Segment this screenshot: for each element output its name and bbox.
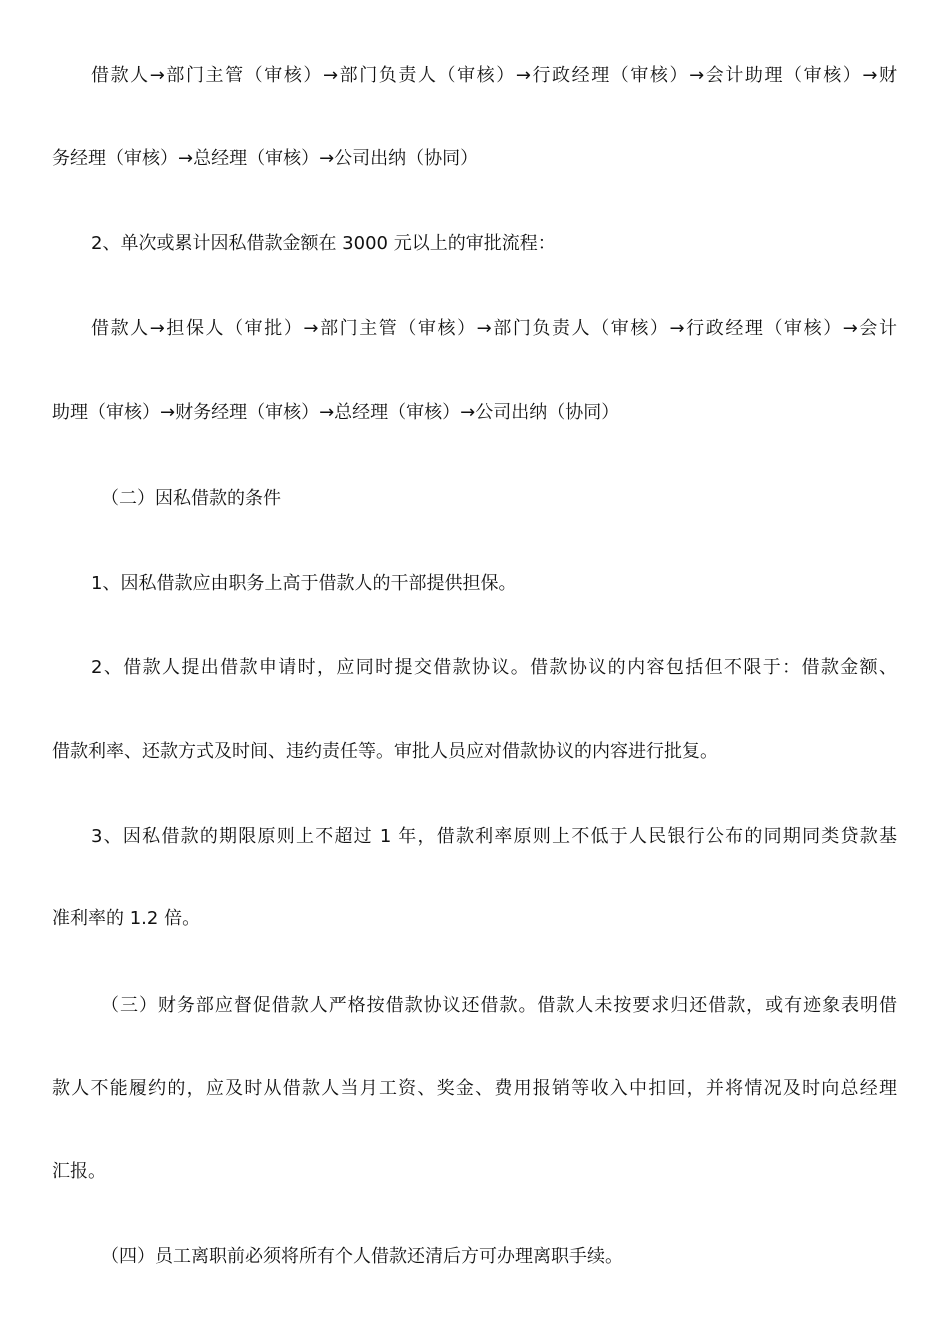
condition-2-line-1: 2、借款人提出借款申请时，应同时提交借款协议。借款协议的内容包括但不限于：借款金额、 <box>91 657 897 678</box>
approval-flow-line-2: 务经理（审核）→总经理（审核）→公司出纳（协同） <box>52 148 479 169</box>
condition-3-line-1: 3、因私借款的期限原则上不超过 1 年，借款利率原则上不低于人民银行公布的同期同类贷款基 <box>91 826 897 847</box>
condition-3-line-2: 准利率的 1.2 倍。 <box>52 908 201 929</box>
condition-2-line-2: 借款利率、还款方式及时间、违约责任等。审批人员应对借款协议的内容进行批复。 <box>52 741 718 762</box>
section-4-paragraph: （四）员工离职前必须将所有个人借款还清后方可办理离职手续。 <box>101 1246 623 1267</box>
condition-1: 1、因私借款应由职务上高于借款人的干部提供担保。 <box>91 573 517 594</box>
section-3-line-3: 汇报。 <box>52 1161 106 1182</box>
approval-flow-line-4: 助理（审核）→财务经理（审核）→总经理（审核）→公司出纳（协同） <box>52 402 620 423</box>
section-2-heading: （二）因私借款的条件 <box>101 488 281 509</box>
section-3-line-1: （三）财务部应督促借款人严格按借款协议还借款。借款人未按要求归还借款，或有迹象表明借 <box>101 995 897 1016</box>
item-2-heading: 2、单次或累计因私借款金额在 3000 元以上的审批流程： <box>91 233 556 254</box>
section-3-line-2: 款人不能履约的，应及时从借款人当月工资、奖金、费用报销等收入中扣回，并将情况及时向总经理 <box>52 1078 897 1099</box>
approval-flow-line-3: 借款人→担保人（审批）→部门主管（审核）→部门负责人（审核）→行政经理（审核）→会计 <box>91 318 897 339</box>
approval-flow-line-1: 借款人→部门主管（审核）→部门负责人（审核）→行政经理（审核）→会计助理（审核）→财 <box>91 65 897 86</box>
